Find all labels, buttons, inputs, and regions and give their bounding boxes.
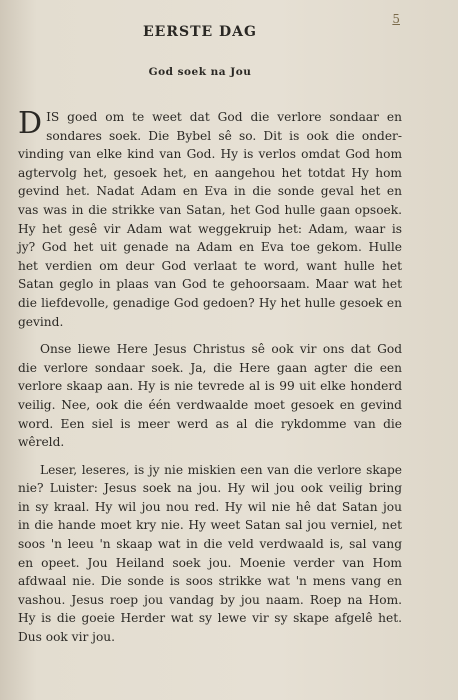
text-line: in sy kraal. Hy wil jou nou red. Hy wil nie hê dat Satan jou [18,499,402,514]
text-line: sondares soek. Die Bybel sê so. Dit is ook die onder- [46,128,402,143]
text-line: Hy het gesê vir Adam wat weggekruip het: Adam, waar is [18,221,402,236]
text-line: nie? Luister: Jesus soek na jou. Hy wil jou ook veilig bring [18,481,402,496]
drop-cap: D [18,106,43,141]
text-line: soos 'n leeu 'n skaap wat in die veld verdwaald is, sal vang [18,537,402,552]
text-line: word. Een siel is meer werd as al die rykdomme van die [18,416,402,431]
text-line: Dus ook vir jou. [18,630,116,645]
text-line: jy? God het uit genade na Adam en Eva toe gekom. Hulle [18,240,402,255]
text-line: die verlore sondaar soek. Ja, die Here gaan agter die een [18,360,402,375]
chapter-title: EERSTE DAG [142,24,257,40]
paragraph-3 [18,461,402,647]
text-line: en opeet. Jou Heiland soek jou. Moenie verder van Hom [18,555,402,570]
text-line: agtervolg het, gesoek het, en aangehou het totdat Hy hom [18,165,402,180]
text-line: vas was in die strikke van Satan, het God hulle gaan opsoek. [18,202,402,217]
text-line: Leser, leseres, is jy nie miskien een van die verlore skape [40,462,402,477]
text-line: vinding van elke kind van God. Hy is verlos omdat God hom [18,147,402,162]
text-line: Satan geglo in plaas van God te gehoorsaam. Maar wat het [18,277,402,292]
text-line: veilig. Nee, ook die één verdwaalde moet gesoek en gevind [18,397,402,412]
text-line: wêreld. [18,435,65,450]
text-line: afdwaal nie. Die sonde is soos strikke wat 'n mens vang en [18,574,402,589]
text-line: IS goed om te weet dat God die verlore sondaar en [46,110,402,124]
text-line: gevind het. Nadat Adam en Eva in die sonde geval het en [18,184,402,199]
body-text [18,108,402,656]
text-line: die liefdevolle, genadige God gedoen? Hy het hulle gesoek en [18,295,402,310]
text-line: Hy is die goeie Herder wat sy lewe vir sy skape afgelê het. [18,611,402,626]
text-line: verlore skaap aan. Hy is nie tevrede al is 99 uit elke honderd [18,379,402,394]
text-line: het verdien om deur God verlaat te word, want hulle het [18,258,402,273]
paragraph-2 [18,340,402,452]
text-line: Onse liewe Here Jesus Christus sê ook vir ons dat God [40,342,402,357]
text-line: vashou. Jesus roep jou vandag by jou naam. Roep na Hom. [18,592,402,607]
page-number: 5 [392,12,400,26]
text-line: in die hande moet kry nie. Hy weet Satan sal jou verniel, net [18,518,402,533]
section-title: God soek na Jou [148,66,252,78]
paragraph-1 [18,108,402,331]
text-line: gevind. [18,314,64,329]
